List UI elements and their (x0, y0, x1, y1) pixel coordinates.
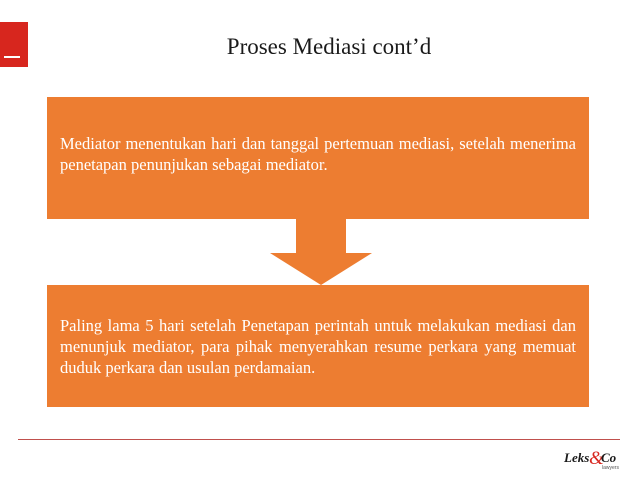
logo-name-left: Leks (564, 450, 590, 465)
logo-name-right: Co (601, 450, 617, 465)
step-box-mediator-schedule-text: Mediator menentukan hari dan tanggal pertemuan mediasi, setelah menerima penetapan penunjukan sebagai mediator. (60, 134, 576, 174)
step-box-mediator-schedule (47, 97, 589, 219)
logo-tagline: lawyers (602, 465, 619, 471)
down-arrow-icon (270, 219, 372, 285)
step-box-submit-resume-text: Paling lama 5 hari setelah Penetapan perintah untuk melakukan mediasi dan menunjuk mediator, para pihak menyerahkan resume perkara yang memuat duduk perkara dan usulan perdamaian. (60, 315, 576, 377)
leks-co-logo (562, 445, 626, 471)
footer-divider (18, 439, 620, 440)
slide-title: Proses Mediasi cont’d (226, 34, 432, 59)
logo-ampersand: & (589, 448, 604, 469)
step-box-submit-resume (47, 285, 589, 407)
